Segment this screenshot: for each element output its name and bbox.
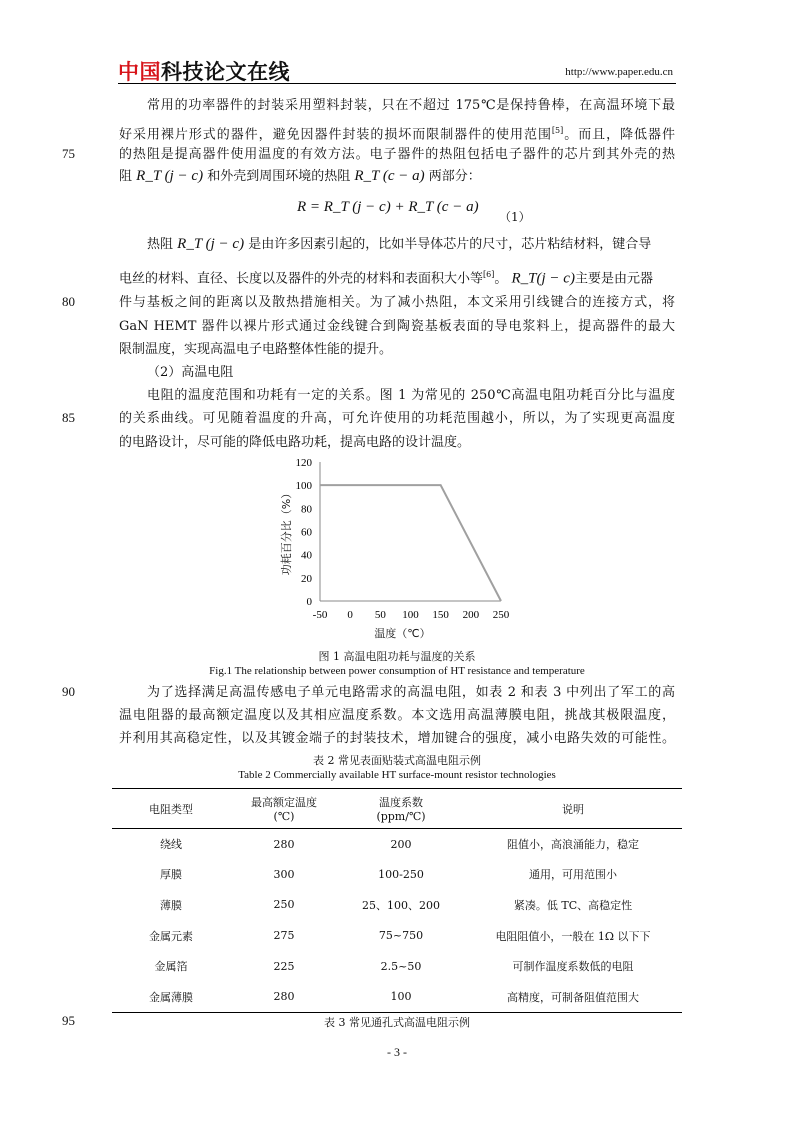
table-cell: 金属箔 <box>154 960 188 974</box>
x-tick-label: 0 <box>347 609 353 621</box>
x-tick-label: 100 <box>402 609 419 621</box>
math-rt-jc: R_T(j − c) <box>511 270 575 287</box>
figure-caption-cn: 图 1 高温电阻功耗与温度的关系 <box>318 650 476 663</box>
table-cell: 100 <box>338 981 464 1012</box>
column-header: 说明 <box>464 789 682 829</box>
y-tick-label: 80 <box>301 503 312 516</box>
text-run: 。 <box>494 271 508 287</box>
text-run: 热阻 <box>147 237 174 252</box>
logo-red-text: 中国 <box>118 60 161 84</box>
y-tick-labels <box>296 457 313 608</box>
column-header: 最高额定温度 (℃) <box>230 789 338 829</box>
body-line <box>119 266 675 287</box>
column-header: 电阻类型 <box>112 789 230 829</box>
table-cell: 电阻阻值小，一般在 1Ω 以下下 <box>495 929 651 943</box>
x-tick-label: 250 <box>492 609 510 621</box>
table-cell: 金属元素 <box>149 929 193 943</box>
body-line: 件与基板之间的距离以及散热措施相关。为了减小热阻，本文采用引线键合的连接方式，将 <box>119 295 675 310</box>
text-run: 和外壳到周围环境的热阻 <box>207 169 351 184</box>
table-cell: 可制作温度系数低的电阻 <box>512 960 634 974</box>
math-rt-ca: R_T (c − a) <box>354 168 425 184</box>
body-line: 温电阻器的最高额定温度以及其相应温度系数。本文选用高温薄膜电阻，挑战其极限温度， <box>119 708 675 723</box>
body-line: GaN HEMT 器件以裸片形式通过金线键合到陶瓷基板表面的导电浆料上，提高器件的最大 <box>119 319 675 334</box>
logo-text: 科技论文在线 <box>161 60 290 84</box>
table-cell: 紧凑。低 TC、高稳定性 <box>513 898 633 912</box>
text-run: 阻 <box>119 169 133 184</box>
table-row <box>112 890 682 921</box>
power-curve <box>320 485 501 601</box>
y-tick-label: 120 <box>295 457 312 469</box>
body-line <box>119 122 675 143</box>
body-line: 为了选择满足高温传感电子单元电路需求的高温电阻，如表 2 和表 3 中列出了军工的高 <box>147 685 675 700</box>
table-cell: 275 <box>273 929 295 943</box>
table-3-caption-cn: 表 3 常见通孔式高温电阻示例 <box>324 1016 470 1029</box>
body-line: 常用的功率器件的封装采用塑料封装，只在不超过 175℃是保持鲁棒，在高温环境下最 <box>147 98 675 113</box>
body-line: 的电路设计，尽可能的降低电路功耗，提高电路的设计温度。 <box>119 435 471 450</box>
page-number: - 3 - <box>387 1045 407 1059</box>
table-cell: 2.5~50 <box>380 959 422 973</box>
y-tick-label: 60 <box>301 526 312 539</box>
body-line: 电阻的温度范围和功耗有一定的关系。图 1 为常见的 250℃高温电阻功耗百分比与温度 <box>147 388 675 403</box>
header-divider <box>118 83 676 84</box>
table-2-caption-cn: 表 2 常见表面贴装式高温电阻示例 <box>313 754 481 767</box>
y-tick-label: 0 <box>306 596 312 608</box>
x-tick-label: 200 <box>462 609 480 621</box>
table-2-caption-en: Table 2 Commercially available HT surface-mount resistor technologies <box>238 769 556 781</box>
table-row <box>112 920 682 951</box>
text-run: 好采用裸片形式的器件，避免因器件封装的损坏而限制器件的使用范围 <box>119 127 552 143</box>
line-number: 90 <box>62 684 75 699</box>
table-cell: 绕线 <box>160 838 182 852</box>
header-url[interactable]: http://www.paper.edu.cn <box>565 66 673 78</box>
table-row <box>112 951 682 982</box>
line-number: 95 <box>62 1013 75 1028</box>
text-run: 是由许多因素引起的，比如半导体芯片的尺寸，芯片粘结材料，键合导 <box>248 237 652 252</box>
text-run: 主要是由元器 <box>574 271 653 287</box>
section-heading: （2）高温电阻 <box>147 365 234 380</box>
table-2 <box>112 788 682 1013</box>
table-cell: 280 <box>273 837 295 851</box>
table-cell: 厚膜 <box>160 868 182 882</box>
table-cell: 25、100、200 <box>362 898 440 912</box>
citation[interactable]: [6] <box>483 270 495 279</box>
table-cell: 阻值小，高浪涌能力，稳定 <box>507 838 639 852</box>
table-cell: 高精度，可制备阻值范围大 <box>464 981 682 1012</box>
body-line: 的热阻是提高器件使用温度的有效方法。电子器件的热阻包括电子器件的芯片到其外壳的热 <box>119 147 675 162</box>
figure-caption-en: Fig.1 The relationship between power consumption of HT resistance and temperature <box>209 665 585 677</box>
equation-1: R = R_T (j − c) + R_T (c − a) <box>297 199 479 215</box>
table-cell: 200 <box>390 837 412 851</box>
line-number: 80 <box>62 294 75 309</box>
column-header: 温度系数 (ppm/℃) <box>338 789 464 829</box>
table-cell: 300 <box>273 867 295 881</box>
table-row <box>112 859 682 890</box>
y-tick-label: 40 <box>301 549 312 562</box>
body-line: 并利用其高稳定性，以及其镀金端子的封装技术，增加键合的强度，减小电路失效的可能性。 <box>119 731 675 746</box>
equation-number: （1） <box>499 210 531 224</box>
body-line <box>119 168 675 185</box>
text-run: 电丝的材料、直径、长度以及器件的外壳的材料和表面积大小等 <box>119 271 484 287</box>
math-rt-jc: R_T (j − c) <box>136 168 204 184</box>
body-line: 的关系曲线。可见随着温度的升高，可允许使用的功耗范围越小，所以，为了实现更高温度 <box>119 411 675 426</box>
table-cell: 通用，可用范围小 <box>529 868 617 882</box>
line-number: 75 <box>62 146 75 161</box>
table-cell: 薄膜 <box>160 898 182 912</box>
x-tick-label: 150 <box>432 609 449 621</box>
table-cell: 280 <box>230 981 338 1012</box>
line-number: 85 <box>62 410 75 425</box>
table-header-row <box>112 789 682 829</box>
body-line: 限制温度，实现高温电子电路整体性能的提升。 <box>119 342 393 357</box>
figure-1-chart <box>276 452 522 642</box>
citation[interactable]: [5] <box>551 126 564 135</box>
table-row <box>112 829 682 860</box>
x-tick-label: 50 <box>374 609 386 621</box>
table-cell: 250 <box>273 898 295 912</box>
table-row <box>112 981 682 1012</box>
y-tick-label: 100 <box>295 480 312 493</box>
table-cell: 75~750 <box>378 929 424 943</box>
x-tick-label: -50 <box>312 609 328 621</box>
text-run: 两部分： <box>428 169 481 184</box>
y-tick-label: 20 <box>301 572 312 585</box>
journal-logo <box>118 56 290 86</box>
text-run: 。而且，降低器件 <box>563 127 675 143</box>
table-cell: 225 <box>273 959 295 973</box>
x-tick-labels <box>313 609 510 621</box>
table-cell: 金属薄膜 <box>112 981 230 1012</box>
y-axis-label: 功耗百分比（%） <box>280 487 293 576</box>
body-line <box>147 236 675 253</box>
x-axis-label: 温度（℃） <box>374 627 431 640</box>
math-rt-jc: R_T (j − c) <box>177 236 245 252</box>
table-cell: 100-250 <box>378 867 424 881</box>
